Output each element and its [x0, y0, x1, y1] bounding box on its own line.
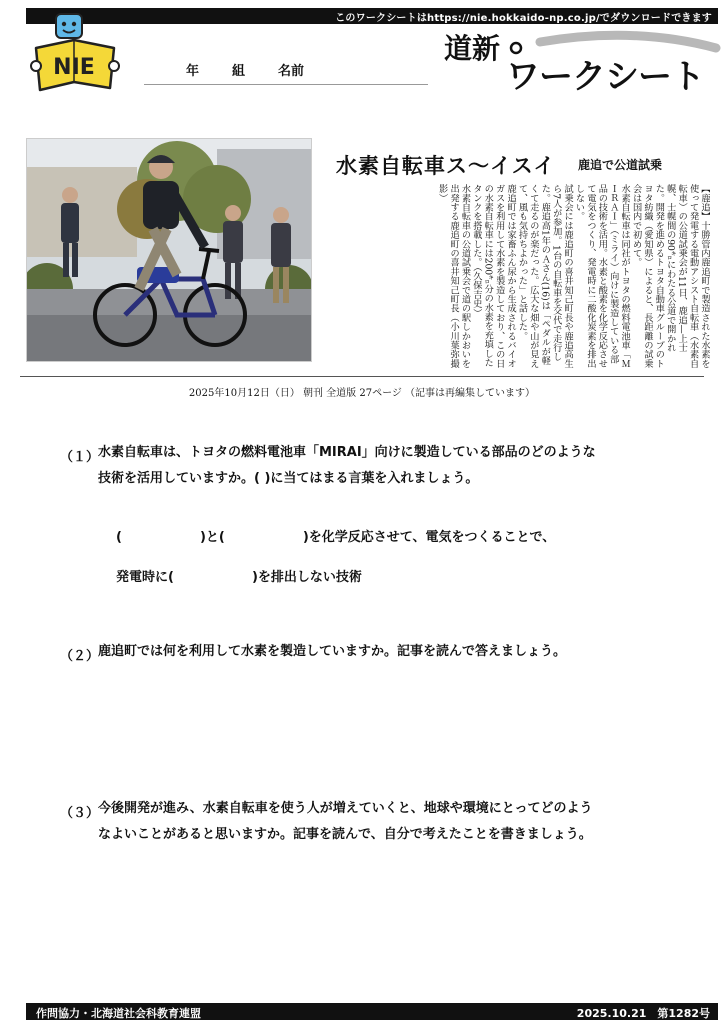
cyclist-photo-illustration [27, 139, 311, 361]
question-1-text [98, 440, 596, 492]
brand-worksheet-text: ワークシート [506, 57, 704, 97]
question-1-fill-line-2: 発電時に( )を排出しない技術 [116, 570, 362, 585]
question-1-number: （１） [60, 450, 100, 465]
article-divider [20, 376, 704, 377]
question-2-line-1: 鹿追町では何を利用して水素を製造していますか。記事を読んで答えましょう。 [98, 644, 567, 659]
article-paragraph: 鹿追町では家畜ふん尿から生成されるバイオガスを利用して水素を製造しており、この日の水素自転車には200㌔分の水素を充填したタンクを搭載した。（久保吉史） [470, 184, 517, 368]
question-3-line-1: 今後開発が進み、水素自転車を使う人が増えていくと、地球や環境にとってどのよう [98, 801, 593, 816]
footer-credit: 作問協力・北海道社会科教育連盟 [36, 1007, 201, 1020]
footer-issue: 2025.10.21 第1282号 [576, 1007, 710, 1020]
brand-main-text: 道新 [444, 32, 501, 65]
question-3-number: （３） [60, 806, 100, 821]
article-headline: 水素自転車ス〜イスイ [336, 153, 556, 178]
article-paragraph: 試乗会には鹿追町の喜井知己町長や鹿追高生ら7人が参加。1台の自転車を交代で走行した。鹿追高1年のＡさん(16)は「ペダルが軽くて走るのが楽だった。広大な畑や山が見えて、風も気持ちよかった」と話した。 [516, 184, 574, 368]
question-2-number: （２） [60, 649, 100, 664]
article-source: 2025年10月12日（日） 朝刊 全道版 27ページ （記事は再編集しています） [188, 388, 536, 399]
article-paragraph: 水素自転車は同社がトヨタの燃料電池車「ＭＩＲＡＩ」（ミライ）向けに製造している部品の技術を活用。水素と酸素を化学反応させて電気をつくり、発電時に二酸化炭素を排出しない。 [573, 184, 631, 368]
article-subheadline: 鹿追で公道試乗 [578, 158, 663, 172]
name-underline [144, 84, 428, 85]
nie-logo-text: NIE [53, 55, 95, 80]
article-photo [26, 138, 312, 362]
class-label: 組 [232, 64, 246, 79]
doshin-worksheet-logo [444, 28, 722, 98]
download-notice: このワークシートはhttps://nie.hokkaido-np.co.jp/でダウンロードできます [335, 13, 712, 24]
question-1-line-1: 水素自転車は、トヨタの燃料電池車「MIRAI」向けに製造している部品のどのような [98, 445, 596, 460]
name-label: 名前 [278, 64, 305, 79]
question-3-line-2: なよいことがあると思いますか。記事を読んで、自分で考えたことを書きましょう。 [98, 827, 592, 842]
question-3-text [98, 796, 593, 848]
download-banner [26, 8, 718, 24]
question-1-line-2: 技術を活用していますか。( )に当てはまる言葉を入れましょう。 [98, 471, 479, 486]
nie-logo [30, 10, 120, 98]
article-body [302, 184, 710, 368]
question-2-text [98, 639, 566, 665]
question-1-fill-line-1: ( )と( )を化学反応させて、電気をつくることで、 [116, 530, 556, 545]
year-label: 年 [186, 64, 200, 79]
photo-caption: 水素自転車の公道試乗会で道の駅しかおいを出発する鹿追町の喜井知己町長（小川葉弥撮影） [436, 184, 471, 368]
article-paragraph: 【鹿追】十勝管内鹿追町で製造された水素を使って発電する電動アシスト自転車（水素自転車）の公道試乗会が11日、鹿追—上士幌、士幌間の90㌔にわたる公道で開かれた。開発を進めるトヨタ自動車グループのトヨタ紡織（愛知県）によると、長距離の試乗会は国内で初めて。 [630, 184, 710, 368]
